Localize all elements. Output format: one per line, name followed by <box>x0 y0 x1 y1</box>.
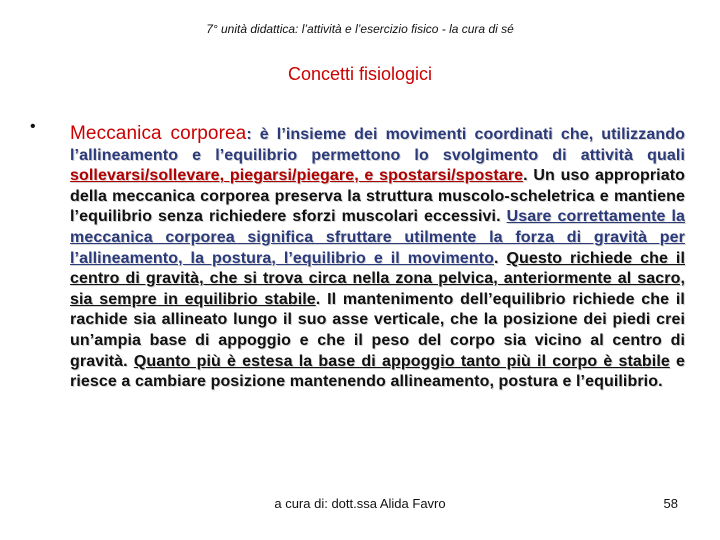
definition-start: : è l’insieme dei movimenti coordinati <box>246 126 553 143</box>
body-text-segment: . <box>493 249 507 267</box>
term-meccanica-corporea: Meccanica corporea <box>70 123 247 144</box>
underlined-stability-statement: Quanto più è estesa la base di appoggio tanto più il corpo è stabile <box>133 352 670 370</box>
body-text-segment: . Il mantenimento dell’equilibrio richiede che il rachide sia allineato lungo il suo asse verticale, che la posizione dei piedi crei un’ampia base di appoggio e che il peso del corpo sia vicino al centro di gravità. <box>70 290 685 370</box>
bullet-marker: • <box>30 118 36 135</box>
page-number: 58 <box>663 496 678 511</box>
slide-title: Concetti fisiologici <box>287 64 433 84</box>
underlined-actions: sollevarsi/sollevare, piegarsi/piegare, e spostarsi/spostare <box>70 167 524 185</box>
body-text-segment: . Un uso appropriato della meccanica corporea preserva la struttura muscolo-scheletrica e mantiene l’equilibrio senza richiedere sforzi muscolari eccessivi. <box>70 167 685 226</box>
slide-header: 7° unità didattica: l’attività e l’esercizio fisico - la cura di sé <box>206 22 514 36</box>
underlined-gravity-statement: Usare correttamente la meccanica corporea significa sfruttare utilmente la forza di gravità per l’allineamento, la postura, l’equilibrio e il movimento <box>70 208 685 267</box>
footer-author: a cura di: dott.ssa Alida Favro <box>274 496 446 511</box>
underlined-center-of-gravity: Questo richiede che il centro di gravità, che si trova circa nella zona pelvica, anteriormente al sacro, sia sempre in equilibrio stabile <box>70 249 685 308</box>
body-paragraph <box>70 124 685 393</box>
definition-text: che, utilizzando l’allineamento e l’equilibrio permettono lo svolgimento di attività quali <box>70 126 686 164</box>
body-text-segment: e riesce a cambiare posizione mantenendo allineamento, postura e l’equilibrio. <box>70 352 686 391</box>
